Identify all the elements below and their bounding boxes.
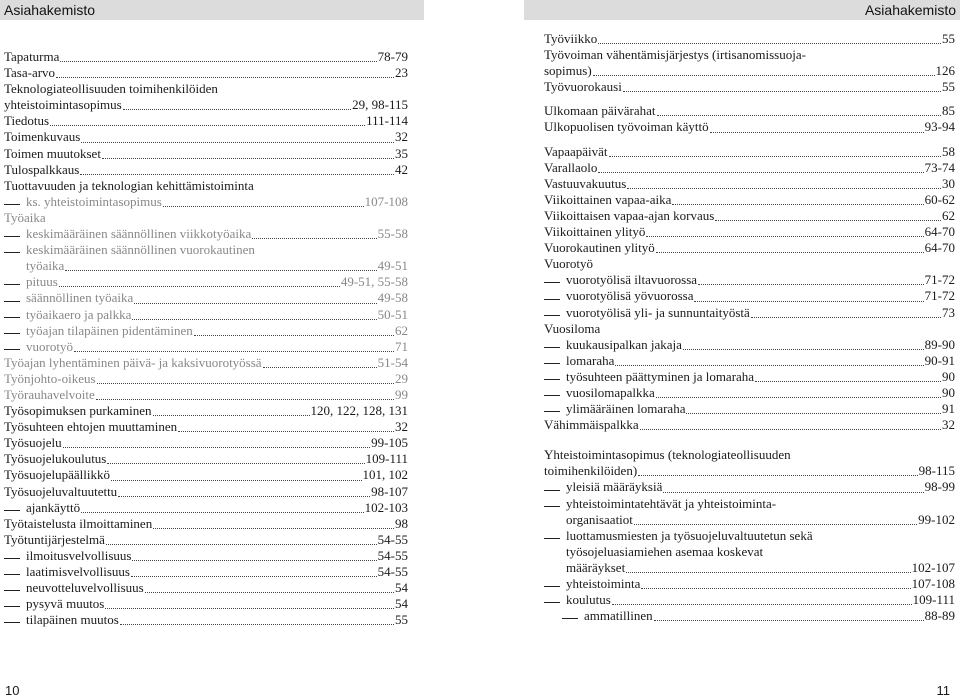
index-term: Vähimmäispalkka: [544, 417, 639, 433]
dot-leader: [132, 559, 376, 561]
page-reference: 35: [395, 145, 408, 161]
index-entry: [544, 79, 955, 95]
index-entry: [4, 500, 408, 516]
dot-leader: [74, 350, 394, 352]
page-reference: 109-111: [365, 451, 408, 467]
page-reference: 99-102: [918, 511, 955, 527]
dot-leader: [641, 587, 910, 589]
page-reference: 71: [395, 338, 408, 354]
subentry-dash: [4, 622, 20, 623]
index-entry: [4, 419, 408, 435]
index-entry: [544, 224, 955, 240]
index-entry: [544, 31, 955, 47]
page-reference: 93-94: [924, 119, 955, 135]
dot-leader: [615, 364, 923, 366]
subentry-dash: [4, 333, 20, 334]
index-term: Tasa-arvo: [4, 65, 56, 81]
page-reference: 58: [942, 143, 955, 159]
subentry-dash: [544, 315, 560, 316]
index-entry: [544, 119, 955, 135]
page-reference: 64-70: [924, 240, 955, 256]
index-term: Työviikko: [544, 31, 598, 46]
index-entry: [4, 451, 408, 467]
page-reference: 49-51: [377, 258, 408, 274]
page-reference: 50-51: [377, 306, 408, 322]
index-entry: [4, 516, 408, 532]
index-term: työaika: [26, 258, 65, 274]
dot-leader: [153, 527, 394, 529]
section-gap: [544, 136, 955, 144]
dot-leader: [634, 523, 917, 525]
index-entry: [4, 532, 408, 548]
index-term: Työtuntijärjestelmä: [4, 531, 105, 547]
index-term: Työnjohto-oikeus: [4, 370, 96, 386]
dot-leader: [111, 479, 362, 481]
dot-leader: [81, 141, 394, 143]
index-entry: [544, 560, 955, 576]
index-entry: [544, 463, 955, 479]
page-reference: 60-62: [924, 191, 955, 207]
dot-leader: [710, 131, 924, 133]
index-entry: [544, 447, 955, 463]
dot-leader: [263, 366, 377, 368]
dot-leader: [106, 543, 377, 545]
dot-leader: [60, 60, 376, 62]
page-reference: 55-58: [377, 226, 408, 242]
index-entry: [544, 288, 955, 304]
index-term: Työsuojelupäällikkö: [4, 467, 110, 483]
index-term: Työsopimuksen purkaminen: [4, 403, 152, 419]
index-entry: [544, 512, 955, 528]
dot-leader: [755, 380, 941, 382]
index-entry: [4, 580, 408, 596]
index-term: pituus: [26, 274, 58, 290]
dot-leader: [640, 428, 941, 430]
page-number-left: 10: [5, 683, 20, 698]
index-term: pysyvä muutos: [26, 596, 105, 612]
index-term: yhteistoiminta: [566, 576, 641, 591]
index-term: ajankäyttö: [26, 499, 81, 515]
page-reference: 111-114: [366, 113, 408, 129]
subentry-dash: [562, 618, 578, 619]
page-reference: 49-58: [377, 290, 408, 306]
subentry-dash: [544, 347, 560, 348]
dot-leader: [252, 237, 376, 239]
page-reference: 120, 122, 128, 131: [310, 403, 408, 419]
index-term: Ulkopuolisen työvoiman käyttö: [544, 119, 709, 135]
subentry-dash: [4, 252, 20, 253]
index-entry: [4, 596, 408, 612]
dot-leader: [80, 173, 394, 175]
page-reference: 55: [942, 79, 955, 95]
index-entry: [4, 194, 408, 210]
index-entry: [544, 576, 955, 592]
index-term: sopimus): [544, 63, 592, 79]
page-reference: 62: [942, 207, 955, 223]
index-entry: [544, 369, 955, 385]
index-entry: [4, 242, 408, 258]
index-term: Varallaolo: [544, 159, 598, 175]
subentry-dash: [544, 411, 560, 412]
index-entry: [4, 548, 408, 564]
index-column-right: [544, 31, 955, 624]
index-term: Työsuhteen ehtojen muuttaminen: [4, 419, 178, 435]
page-reference: 73-74: [924, 159, 955, 175]
page-reference: 55: [395, 612, 408, 628]
index-term: Työsuojeluvaltuutettu: [4, 483, 118, 499]
index-term: laatimisvelvollisuus: [26, 564, 130, 579]
dot-leader: [656, 251, 924, 253]
index-entry: [544, 417, 955, 433]
index-term: lomaraha: [566, 352, 615, 368]
page-reference: 126: [935, 63, 955, 79]
subentry-dash: [4, 558, 20, 559]
index-term: Teknologiateollisuuden toimihenkilöiden: [4, 81, 218, 97]
dot-leader: [654, 619, 924, 621]
section-gap: [544, 433, 955, 447]
dot-leader: [65, 269, 376, 271]
dot-leader: [751, 316, 941, 318]
index-term: yhteistoimintatehtävät ja yhteistoiminta-: [566, 495, 777, 511]
subentry-dash: [4, 349, 20, 350]
index-term: Vapaapäivät: [544, 143, 608, 159]
index-entry: [544, 256, 955, 272]
index-column-left: [4, 49, 408, 628]
page-reference: 90-91: [924, 352, 955, 368]
page-reference: 55: [942, 31, 955, 46]
index-entry: [4, 307, 408, 323]
index-entry: [544, 272, 955, 288]
page-reference: 30: [942, 175, 955, 191]
index-term: Työvoiman vähentämisjärjestys (irtisanomissuoja-: [544, 47, 806, 63]
index-entry: [4, 178, 408, 194]
index-entry: [4, 129, 408, 145]
index-entry: [4, 339, 408, 355]
index-entry: [4, 435, 408, 451]
dot-leader: [81, 511, 364, 513]
dot-leader: [118, 495, 370, 497]
index-entry: [4, 49, 408, 65]
index-term: työsojeluasiamiehen asemaa koskevat: [566, 543, 764, 559]
subentry-dash: [544, 282, 560, 283]
index-term: määräykset: [566, 559, 626, 575]
dot-leader: [686, 412, 941, 414]
index-term: työaikaero ja palkka: [26, 306, 132, 322]
index-entry: [4, 81, 408, 97]
page-reference: 71-72: [924, 272, 955, 288]
dot-leader: [609, 155, 941, 157]
page-reference: 32: [395, 129, 408, 145]
dot-leader: [646, 235, 923, 237]
page-reference: 107-108: [364, 193, 408, 209]
dot-leader: [178, 430, 394, 432]
page-reference: 29, 98-115: [352, 97, 408, 113]
page-reference: 32: [942, 417, 955, 433]
index-entry: [544, 496, 955, 512]
page-reference: 90: [942, 384, 955, 400]
page-reference: 29: [395, 370, 408, 386]
page-reference: 51-54: [377, 354, 408, 370]
subentry-dash: [4, 510, 20, 511]
subentry-dash: [4, 284, 20, 285]
dot-leader: [638, 474, 917, 476]
index-term: Työaika: [4, 209, 46, 225]
index-term: ks. yhteistoimintasopimus: [26, 193, 162, 209]
index-entry: [544, 353, 955, 369]
dot-leader: [132, 318, 376, 320]
dot-leader: [96, 398, 394, 400]
index-entry: [4, 290, 408, 306]
index-term: ylimääräinen lomaraha: [566, 401, 686, 417]
index-entry: [544, 160, 955, 176]
subentry-dash: [4, 606, 20, 607]
index-term: Ulkomaan päivärahat: [544, 103, 656, 119]
page-reference: 32: [395, 419, 408, 435]
page-reference: 42: [395, 161, 408, 177]
index-entry: [544, 305, 955, 321]
index-term: keskimääräinen säännöllinen vuorokautinen: [26, 242, 255, 258]
index-entry: [544, 63, 955, 79]
section-gap: [544, 95, 955, 103]
index-entry: [4, 564, 408, 580]
page-reference: 73: [942, 304, 955, 320]
dot-leader: [97, 382, 394, 384]
dot-leader: [56, 76, 394, 78]
index-term: Työrauhavelvoite: [4, 386, 95, 402]
index-entry: [4, 371, 408, 387]
subentry-dash: [544, 299, 560, 300]
index-entry: [4, 258, 408, 274]
index-entry: [544, 47, 955, 63]
dot-leader: [163, 205, 364, 207]
index-entry: [544, 544, 955, 560]
dot-leader: [134, 302, 376, 304]
index-entry: [4, 274, 408, 290]
index-entry: [4, 146, 408, 162]
index-entry: [4, 467, 408, 483]
index-term: Työajan lyhentäminen päivä- ja kaksivuorotyössä: [4, 354, 262, 370]
dot-leader: [598, 171, 923, 173]
index-term: Vuorokautinen ylityö: [544, 240, 655, 256]
page-reference: 54: [395, 596, 408, 612]
index-entry: [544, 103, 955, 119]
dot-leader: [194, 334, 394, 336]
page-reference: 99-105: [371, 435, 408, 451]
page-reference: 71-72: [924, 288, 955, 304]
index-term: Yhteistoimintasopimus (teknologiateollisuuden: [544, 447, 791, 463]
index-term: Työsuojelu: [4, 435, 62, 451]
index-term: Tuottavuuden ja teknologian kehittämistoiminta: [4, 177, 254, 193]
page-reference: 54-55: [377, 564, 408, 579]
index-entry: [544, 608, 955, 624]
dot-leader: [120, 623, 394, 625]
page-reference: 89-90: [924, 336, 955, 352]
dot-leader: [672, 203, 923, 205]
dot-leader: [683, 348, 924, 350]
dot-leader: [623, 90, 941, 92]
dot-leader: [612, 603, 912, 605]
dot-leader: [102, 157, 394, 159]
page-reference: 98-107: [371, 483, 408, 499]
dot-leader: [131, 575, 377, 577]
subentry-dash: [544, 395, 560, 396]
page-reference: 101, 102: [362, 467, 408, 483]
page-reference: 54-55: [377, 547, 408, 563]
header-right: Asiahakemisto: [524, 0, 960, 20]
index-term: keskimääräinen säännöllinen viikkotyöaika: [26, 226, 252, 242]
subentry-dash: [544, 586, 560, 587]
index-entry: [544, 240, 955, 256]
index-entry: [4, 355, 408, 371]
index-term: ilmoitusvelvollisuus: [26, 547, 132, 563]
index-term: organisaatiot: [566, 511, 633, 527]
dot-leader: [63, 446, 371, 448]
page-reference: 62: [395, 322, 408, 338]
index-term: Vuosiloma: [544, 320, 601, 336]
index-term: vuorotyölisä iltavuorossa: [566, 272, 698, 288]
page-reference: 49-51, 55-58: [340, 274, 408, 290]
index-entry: [4, 387, 408, 403]
index-term: vuorotyölisä yli- ja sunnuntaityöstä: [566, 304, 750, 320]
subentry-dash: [4, 301, 20, 302]
index-term: tilapäinen muutos: [26, 612, 119, 628]
page-reference: 88-89: [924, 608, 955, 624]
dot-leader: [698, 283, 924, 285]
index-entry: [4, 226, 408, 242]
page-reference: 107-108: [911, 576, 955, 591]
dot-leader: [627, 187, 941, 189]
index-term: koulutus: [566, 592, 611, 608]
index-entry: [4, 612, 408, 628]
index-term: työajan tilapäinen pidentäminen: [26, 322, 193, 338]
index-term: Vuorotyö: [544, 256, 594, 272]
page-reference: 64-70: [924, 224, 955, 240]
subentry-dash: [4, 236, 20, 237]
index-term: vuorotyö: [26, 338, 73, 354]
index-entry: [4, 210, 408, 226]
index-entry: [544, 176, 955, 192]
subentry-dash: [544, 363, 560, 364]
dot-leader: [694, 300, 923, 302]
page-reference: 78-79: [377, 49, 408, 64]
index-term: toimihenkilöiden): [544, 463, 638, 479]
subentry-dash: [544, 490, 560, 491]
index-term: neuvotteluvelvollisuus: [26, 580, 144, 596]
subentry-dash: [4, 317, 20, 318]
index-term: yhteistoimintasopimus: [4, 97, 122, 113]
index-entry: [4, 162, 408, 178]
dot-leader: [153, 414, 310, 416]
subentry-dash: [4, 590, 20, 591]
index-term: Toimen muutokset: [4, 145, 101, 161]
index-term: Viikoittainen vapaa-aika: [544, 191, 672, 207]
index-entry: [544, 592, 955, 608]
dot-leader: [656, 396, 941, 398]
dot-leader: [657, 114, 941, 116]
subentry-dash: [4, 574, 20, 575]
page-number-right: 11: [936, 683, 950, 698]
page-reference: 54-55: [377, 531, 408, 547]
page-reference: 102-103: [364, 499, 408, 515]
page-reference: 109-111: [912, 592, 955, 608]
index-term: Vastuuvakuutus: [544, 175, 627, 191]
dot-leader: [105, 607, 394, 609]
index-entry: [544, 479, 955, 495]
page-reference: 91: [942, 401, 955, 417]
subentry-dash: [544, 379, 560, 380]
page-reference: 98-115: [918, 463, 955, 479]
index-entry: [544, 144, 955, 160]
dot-leader: [715, 219, 941, 221]
index-entry: [4, 97, 408, 113]
page-reference: 85: [942, 103, 955, 119]
index-entry: [4, 403, 408, 419]
page-reference: 102-107: [911, 559, 955, 575]
index-entry: [544, 208, 955, 224]
page-reference: 98-99: [924, 479, 955, 495]
index-entry: [4, 65, 408, 81]
index-term: Tulospalkkaus: [4, 161, 80, 177]
page-reference: 98: [395, 515, 408, 531]
dot-leader: [593, 74, 935, 76]
index-entry: [544, 401, 955, 417]
index-entry: [4, 323, 408, 339]
index-term: ammatillinen: [584, 608, 653, 624]
index-term: Työvuorokausi: [544, 79, 622, 95]
index-term: Viikoittaisen vapaa-ajan korvaus: [544, 207, 715, 223]
index-term: vuosilomapalkka: [566, 384, 655, 400]
subentry-dash: [4, 204, 20, 205]
dot-leader: [50, 124, 365, 126]
index-term: säännöllinen työaika: [26, 290, 134, 306]
page-reference: 54: [395, 580, 408, 596]
dot-leader: [663, 491, 923, 493]
index-entry: [544, 385, 955, 401]
index-term: Työsuojelukoulutus: [4, 451, 107, 467]
index-term: kuukausipalkan jakaja: [566, 336, 682, 352]
index-term: Tapaturma: [4, 49, 60, 64]
index-term: Toimenkuvaus: [4, 129, 81, 145]
header-left: Asiahakemisto: [0, 0, 424, 20]
index-term: Tiedotus: [4, 113, 50, 129]
page-reference: 99: [395, 386, 408, 402]
index-entry: [4, 484, 408, 500]
dot-leader: [626, 571, 910, 573]
dot-leader: [59, 285, 340, 287]
index-term: Viikoittainen ylityö: [544, 224, 646, 240]
index-term: yleisiä määräyksiä: [566, 479, 663, 495]
page-reference: 23: [395, 65, 408, 81]
index-term: työsuhteen päättyminen ja lomaraha: [566, 368, 755, 384]
index-entry: [544, 321, 955, 337]
dot-leader: [598, 42, 941, 44]
index-entry: [544, 192, 955, 208]
dot-leader: [145, 591, 394, 593]
subentry-dash: [544, 506, 560, 507]
dot-leader: [107, 462, 364, 464]
index-entry: [4, 113, 408, 129]
index-entry: [544, 337, 955, 353]
subentry-dash: [544, 602, 560, 603]
index-term: Työtaistelusta ilmoittaminen: [4, 515, 153, 531]
dot-leader: [123, 108, 351, 110]
index-term: vuorotyölisä yövuorossa: [566, 288, 694, 304]
subentry-dash: [544, 538, 560, 539]
index-entry: [544, 528, 955, 544]
index-term: luottamusmiesten ja työsuojeluvaltuutetun sekä: [566, 527, 813, 543]
page-reference: 90: [942, 368, 955, 384]
